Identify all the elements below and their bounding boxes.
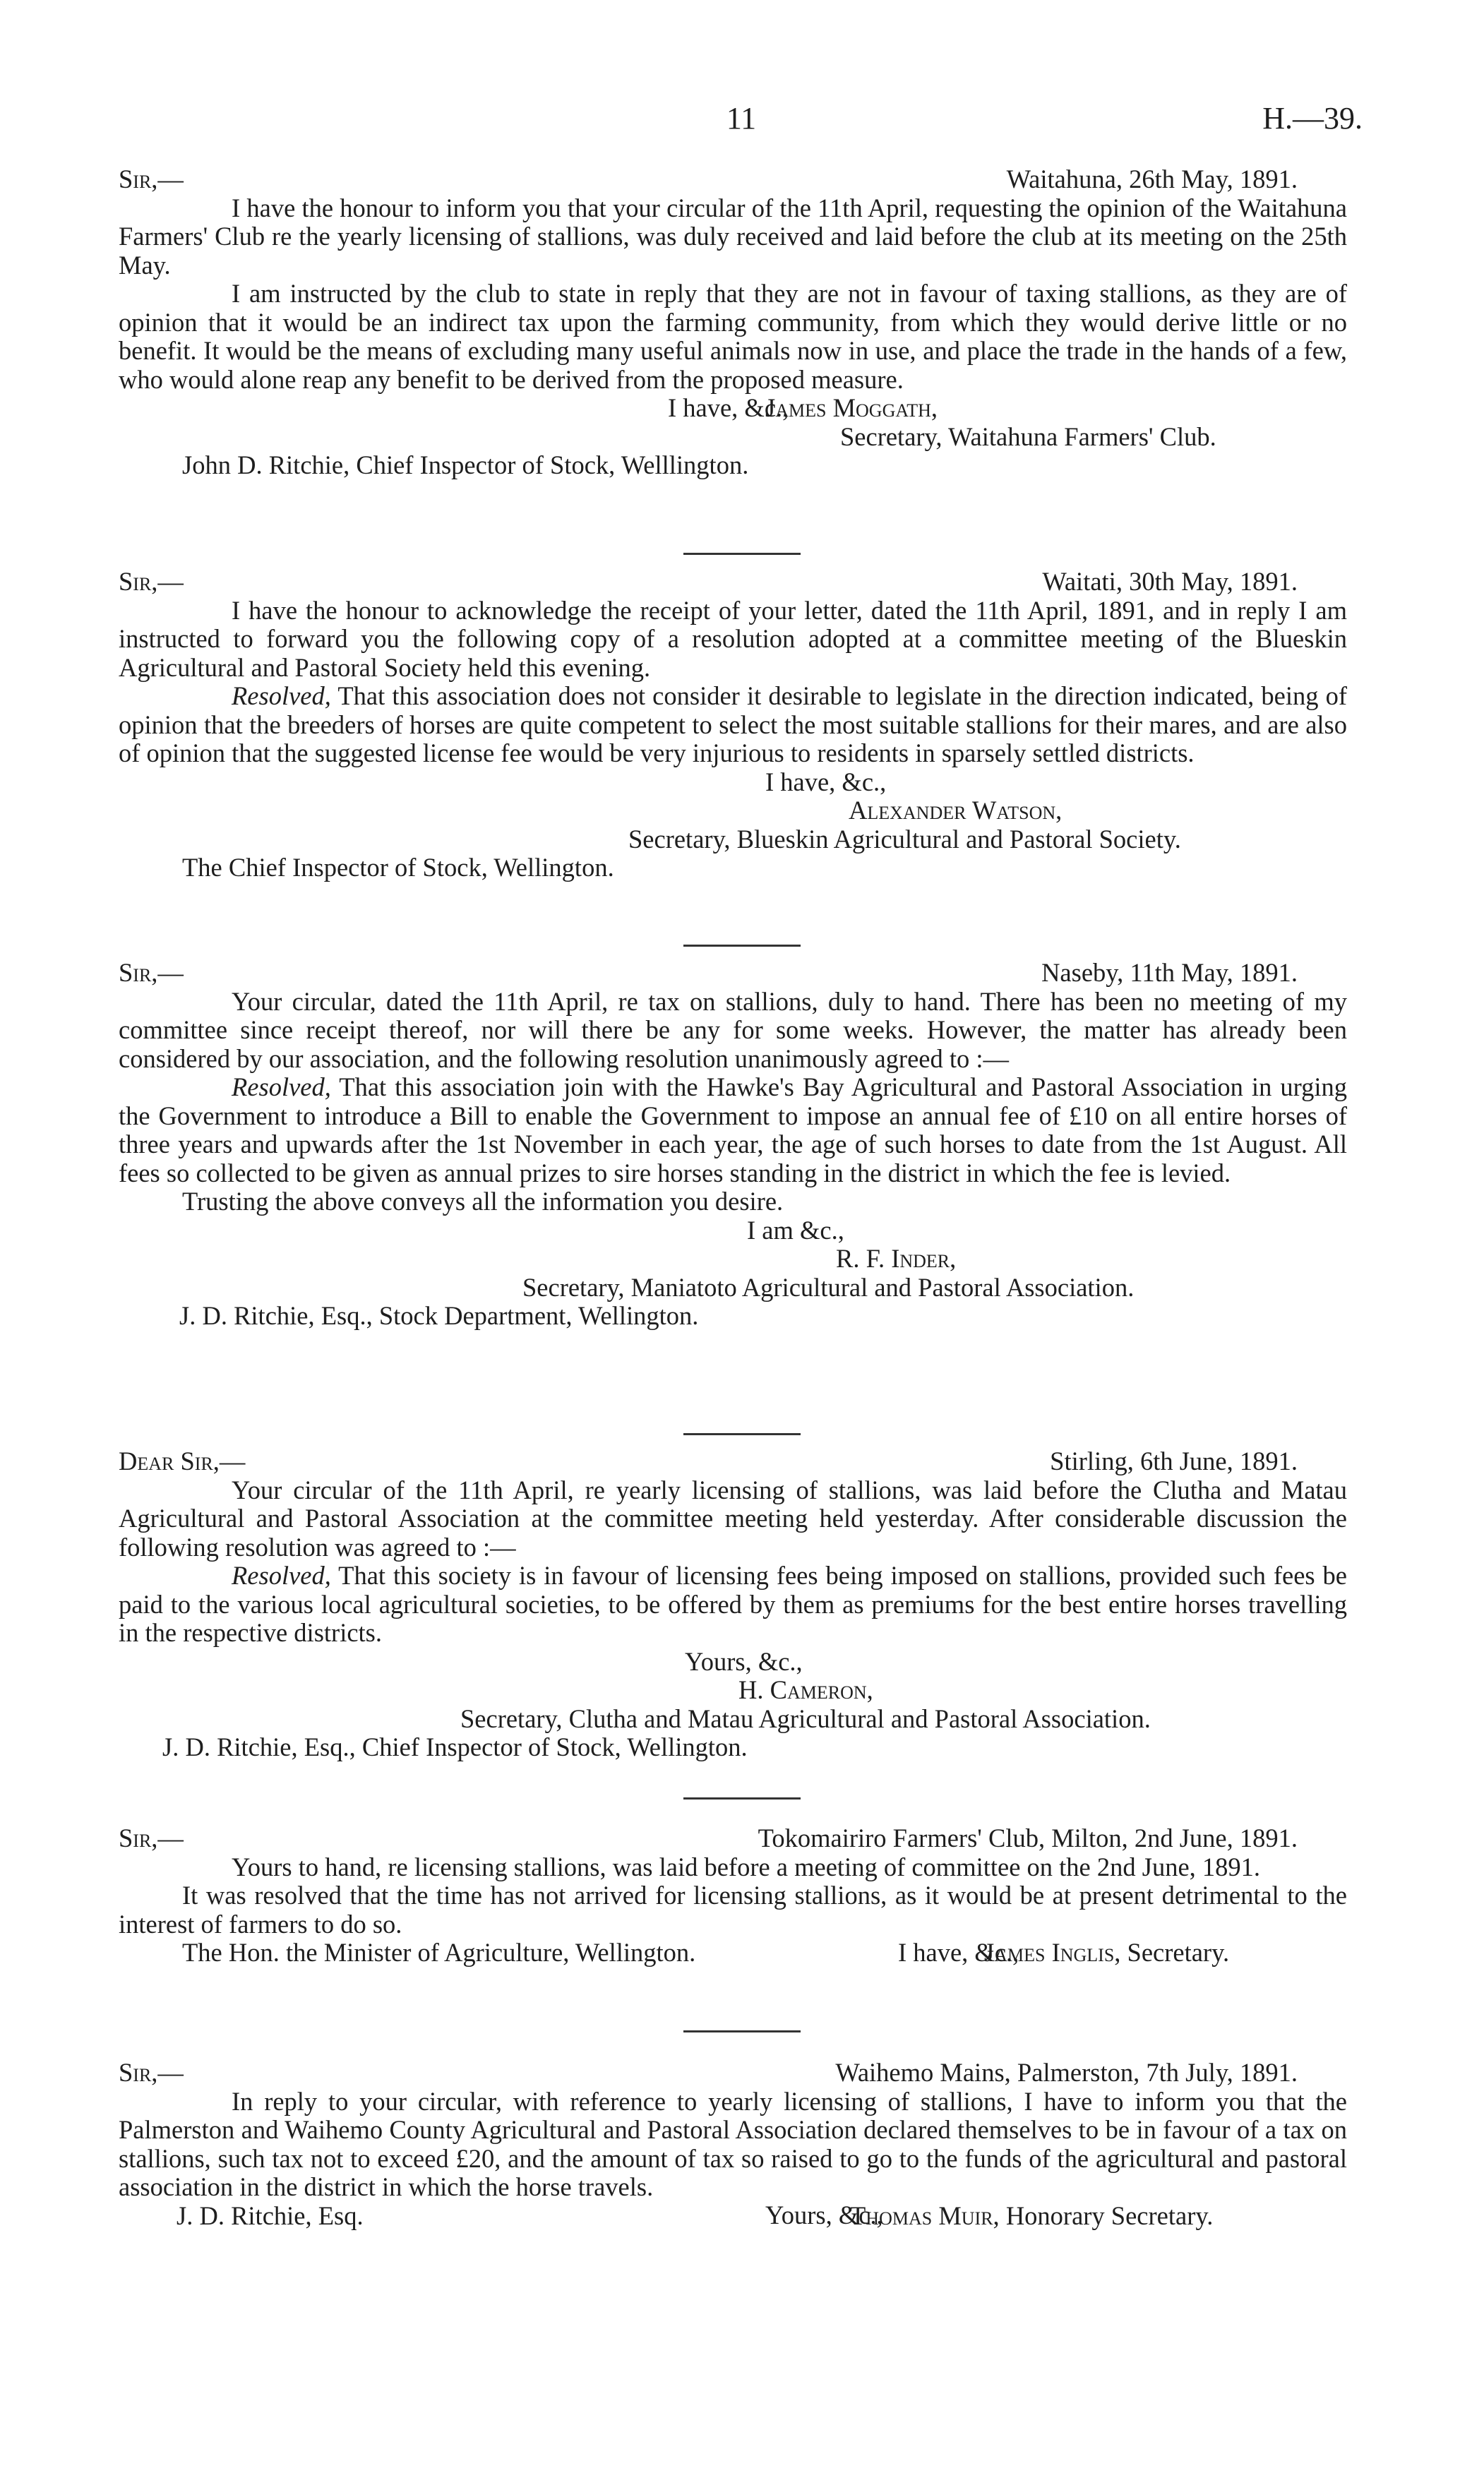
letter-paragraph: In reply to your circular, with reference to yearly licensing of stallions, I have to inform you that the Palmerston and Waihemo County Agricultural and Pastoral Association declared themselves to be in favour of a tax on stallions, such tax not to exceed £20, and the amount of tax so raised to go to the funds of the agricultural and pastoral association in the district in which the horse travels. — [119, 2086, 1347, 2201]
place-date: Waitahuna, 26th May, 1891. — [1006, 164, 1298, 193]
letter-waitahuna — [119, 165, 1347, 480]
salutation: Sir,— — [119, 958, 184, 987]
signatory: Thomas Muir, — [850, 2200, 1000, 2230]
section-divider — [683, 1433, 801, 1435]
signatory-title: Secretary, Blueskin Agricultural and Pastoral Society. — [628, 824, 1181, 854]
addressee: J. D. Ritchie, Esq., Stock Department, Wellington. — [179, 1301, 699, 1330]
closing: Yours, &c., — [685, 1646, 803, 1676]
section-divider — [683, 945, 801, 947]
salutation: Sir,— — [119, 164, 184, 193]
signatory-title: Secretary. — [1127, 1938, 1230, 1967]
addressee: John D. Ritchie, Chief Inspector of Stock, Welllington. — [182, 450, 749, 479]
signatory: James Moggath, — [765, 393, 938, 422]
letter-paragraph: I have the honour to acknowledge the receipt of your letter, dated the 11th April, 1891, and in reply I am instructed to forward you the following copy of a resolution adopted at a committee meeting of the Blueskin Agricultural and Pastoral Society held this evening. — [119, 595, 1347, 682]
section-divider — [683, 553, 801, 555]
letter-paragraph: Your circular of the 11th April, re yearly licensing of stallions, was laid before the Clutha and Matau Agricultural and Pastoral Association at the committee meeting held yesterday. After considerable discussion the following resolution was agreed to :— — [119, 1475, 1347, 1562]
addressee: J. D. Ritchie, Esq. — [176, 2200, 364, 2230]
resolution-paragraph — [119, 682, 1347, 768]
closing: I have, &c., — [668, 393, 789, 422]
addressee: The Hon. the Minister of Agriculture, Wellington. — [182, 1938, 696, 1967]
place-date: Tokomairiro Farmers' Club, Milton, 2nd June, 1891. — [758, 1824, 1298, 1852]
section-divider — [683, 2030, 801, 2032]
addressee: J. D. Ritchie, Esq., Chief Inspector of Stock, Wellington. — [162, 1732, 748, 1761]
place-date: Waihemo Mains, Palmerston, 7th July, 1891. — [835, 2058, 1298, 2087]
resolution-text: That this association join with the Hawke's Bay Agricultural and Pastoral Association in urging the Government to introduce a Bill to enable the Government to impose an annual fee of £10 on all entire horses of three years and upwards after the 1st November in each year, the age of such horses to date from the 1st August. All fees so collected to be given as annual prizes to sire horses standing in the district in which the fee is levied. — [119, 1072, 1348, 1187]
letter-paragraph: It was resolved that the time has not arrived for licensing stallions, as it would be at present detrimental to the interest of farmers to do so. — [119, 1881, 1347, 1939]
letter-tokomairiro — [119, 1824, 1347, 1968]
signatory: Alexander Watson, — [849, 796, 1063, 825]
letter-paragraph: I am instructed by the club to state in reply that they are not in favour of taxing stallions, as they are of opinion that it would be an indirect tax upon the farming community, from which they would derive little or no benefit. It would be the means of excluding many useful animals now in use, and place the trade in the hands of a few, who would alone reap any benefit to be derived from the proposed measure. — [119, 279, 1347, 394]
resolved-label: Resolved, — [232, 1072, 331, 1101]
resolution-text: That this association does not consider it desirable to legislate in the direction indicated, being of opinion that the breeders of horses are quite competent to select the most suitable stallions for their mares, and are also of opinion that the suggested license fee would be very injurious to residents in sparsely settled districts. — [119, 681, 1347, 767]
letter-waitati — [119, 568, 1347, 882]
salutation: Sir,— — [119, 1824, 184, 1852]
letter-paragraph: Yours to hand, re licensing stallions, was laid before a meeting of committee on the 2nd June, 1891. — [232, 1852, 1261, 1881]
signatory-title: Honorary Secretary. — [1005, 2200, 1214, 2230]
resolved-label: Resolved, — [232, 681, 331, 710]
closing: I have, &c., — [765, 767, 887, 796]
letter-paragraph: Trusting the above conveys all the information you desire. — [182, 1187, 784, 1216]
closing: Yours, &c., — [765, 2200, 883, 2229]
signatory: H. Cameron, — [738, 1675, 873, 1704]
signatory-title: Secretary, Waitahuna Farmers' Club. — [840, 421, 1216, 451]
letter-stirling — [119, 1447, 1347, 1762]
document-reference: H.—39. — [1262, 101, 1363, 136]
letter-paragraph: Your circular, dated the 11th April, re tax on stallions, duly to hand. There has been no meeting of my committee since receipt thereof, nor will there be any for some weeks. However, the matter has already been considered by our association, and the following resolution unanimously agreed to :— — [119, 986, 1347, 1073]
salutation: Sir,— — [119, 567, 184, 596]
salutation: Dear Sir,— — [119, 1447, 246, 1475]
signatory-title: Secretary, Maniatoto Agricultural and Pastoral Association. — [522, 1272, 1135, 1302]
place-date: Naseby, 11th May, 1891. — [1041, 958, 1298, 987]
closing: I have, &c., — [898, 1938, 1019, 1967]
resolved-label: Resolved, — [232, 1561, 331, 1590]
signatory-title: Secretary, Clutha and Matau Agricultural and Pastoral Association. — [460, 1703, 1151, 1733]
signature-line — [850, 2202, 1213, 2231]
resolution-paragraph — [119, 1562, 1347, 1648]
place-date: Stirling, 6th June, 1891. — [1050, 1447, 1298, 1475]
resolution-paragraph — [119, 1073, 1347, 1187]
section-divider — [683, 1797, 801, 1800]
addressee: The Chief Inspector of Stock, Wellington. — [182, 853, 614, 882]
letter-paragraph: I have the honour to inform you that your circular of the 11th April, requesting the opinion of the Waitahuna Farmers' Club re the yearly licensing of stallions, was duly received and laid before the club at its meeting on the 25th May. — [119, 193, 1347, 280]
closing: I am &c., — [747, 1215, 844, 1245]
letter-naseby — [119, 959, 1347, 1331]
letter-waihemo — [119, 2059, 1347, 2230]
salutation: Sir,— — [119, 2058, 184, 2087]
resolution-text: That this society is in favour of licensing fees being imposed on stallions, provided such fees be paid to the various local agricultural societies, to be offered by them as premiums for the best entire horses travelling in the respective districts. — [119, 1561, 1347, 1647]
page-number: 11 — [726, 101, 757, 136]
signatory: R. F. Inder, — [836, 1244, 957, 1273]
signatory: James Inglis, — [984, 1938, 1121, 1967]
signature-line — [984, 1939, 1229, 1968]
place-date: Waitati, 30th May, 1891. — [1042, 567, 1298, 596]
